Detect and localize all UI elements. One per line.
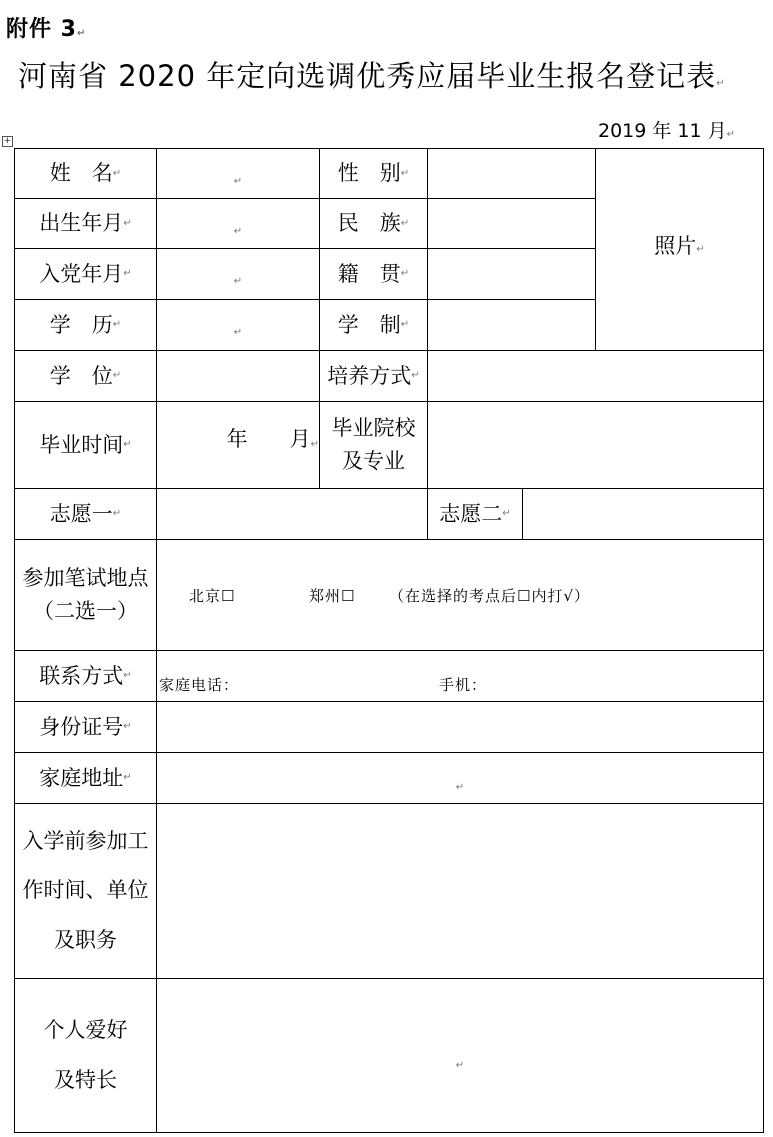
gender-field[interactable] [428,149,595,198]
name-field[interactable]: ↵ [233,175,243,187]
id-number-field[interactable] [157,702,763,752]
gender-label: 性 别 ↵ [337,161,410,186]
party-join-label: 入党年月 ↵ [39,261,132,286]
native-place-field[interactable] [428,249,595,299]
home-phone-label: 家庭电话： [159,676,240,694]
exam-option-note: （在选择的考点后☐内打√） [389,587,591,605]
contact-label: 联系方式 ↵ [39,663,132,688]
birth-field[interactable]: ↵ [233,225,243,237]
annex-label: 附件 3↵ [6,17,87,42]
table-move-handle-icon[interactable]: + [3,136,12,146]
hobbies-field[interactable]: ↵ [455,1059,465,1071]
work-history-label: 入学前参加工作时间、单位及职务 [22,828,149,952]
choice-one-field[interactable] [157,489,427,539]
mobile-label: 手机： [439,676,488,694]
choice-two-label: 志愿二 ↵ [439,501,511,526]
training-mode-label: 培养方式 ↵ [327,363,420,388]
home-address-label: 家庭地址 ↵ [39,765,132,790]
graduation-time-field[interactable]: 年 月 ↵ [226,426,319,451]
page-title: 河南省 2020 年定向选调优秀应届毕业生报名登记表↵ [18,59,726,93]
schooling-length-field[interactable] [428,300,595,350]
school-major-label: 毕业院校及专业 [331,416,416,473]
exam-option-zhengzhou[interactable]: 郑州☐ [309,587,356,605]
home-address-field[interactable]: ↵ [455,782,465,794]
form-date: 2019 年 11 月↵ [598,120,736,142]
education-field[interactable]: ↵ [233,327,243,339]
birth-label: 出生年月 ↵ [39,211,132,236]
exam-option-beijing[interactable]: 北京☐ [189,587,236,605]
training-mode-field[interactable] [428,351,763,401]
border-right [763,148,764,1133]
degree-field[interactable] [157,351,319,401]
hobbies-label: 个人爱好及特长 [43,1018,128,1092]
work-history-field[interactable] [157,804,763,978]
degree-label: 学 位 ↵ [49,363,122,388]
school-major-field[interactable] [428,402,763,488]
choice-two-field[interactable] [523,489,763,539]
border-bottom [14,1132,764,1133]
ethnicity-field[interactable] [428,199,595,248]
exam-site-label: 参加笔试地点（二选一） [22,566,149,623]
exam-site-options [157,540,763,650]
id-number-label: 身份证号 ↵ [39,714,132,739]
contact-field[interactable] [157,651,763,701]
graduation-time-label: 毕业时间 ↵ [39,432,132,457]
photo-box[interactable]: 照片 ↵ [654,234,705,259]
native-place-label: 籍 贯 ↵ [337,261,410,286]
choice-one-label: 志愿一 ↵ [49,501,122,526]
party-join-field[interactable]: ↵ [233,276,243,288]
education-label: 学 历 ↵ [49,312,122,337]
registration-form-table [14,148,764,1133]
ethnicity-label: 民 族 ↵ [337,211,410,236]
schooling-length-label: 学 制 ↵ [337,312,410,337]
name-label: 姓 名 ↵ [49,161,122,186]
